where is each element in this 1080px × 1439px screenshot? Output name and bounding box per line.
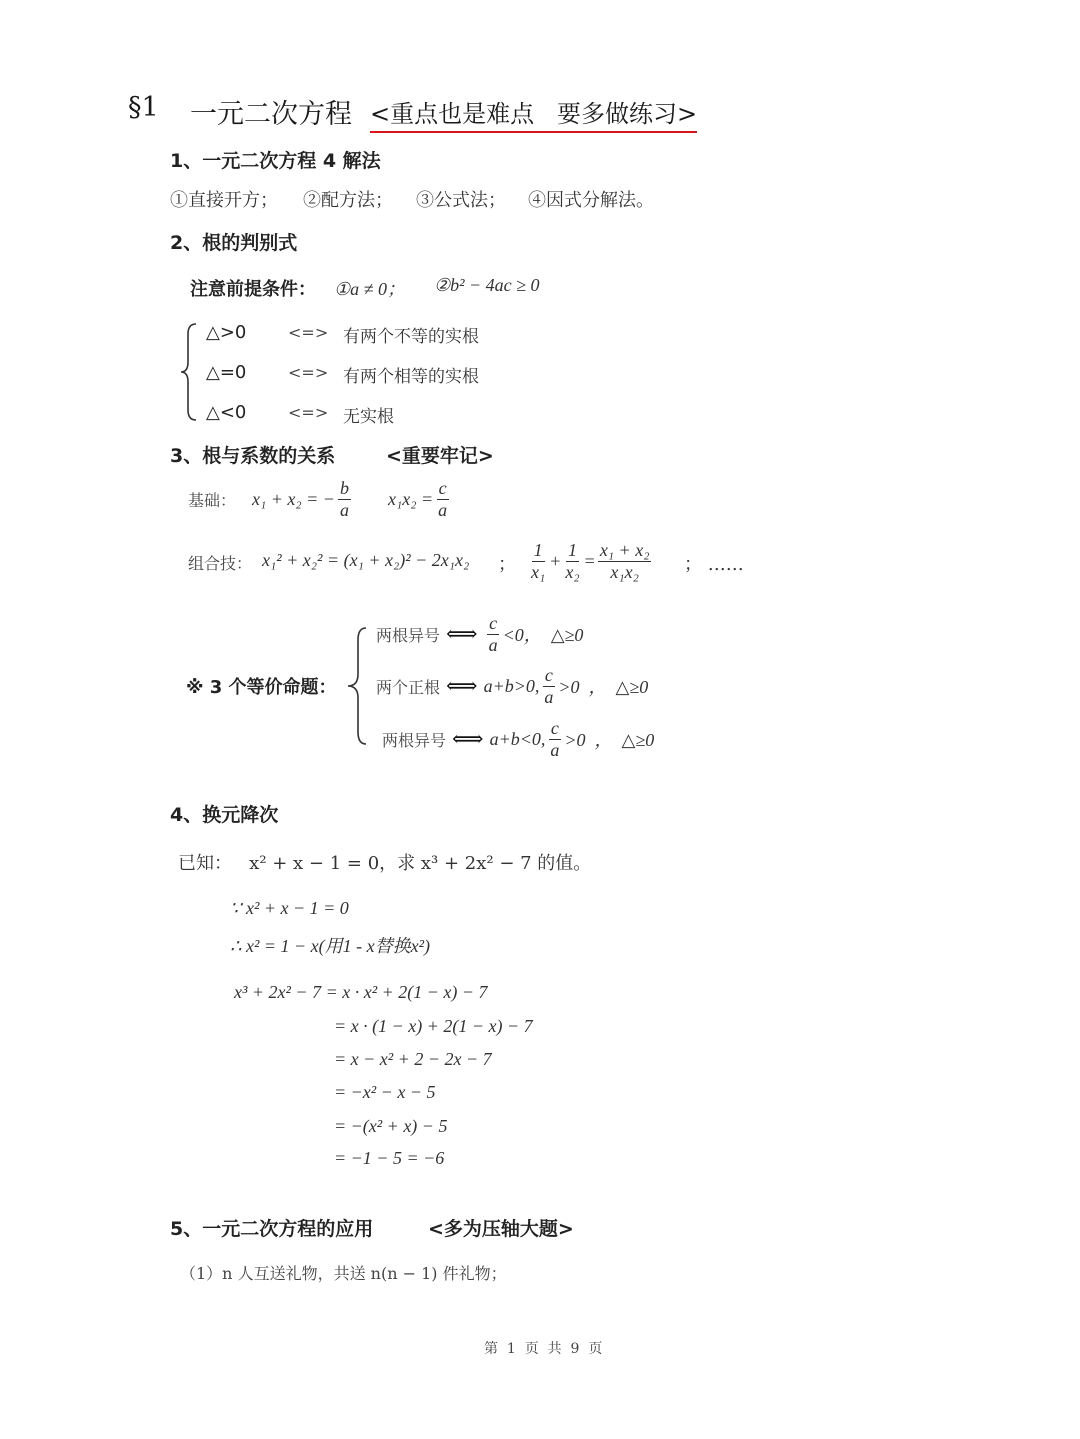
vieta-sum-den: a bbox=[339, 499, 349, 520]
case-gt-arrow: <=> bbox=[288, 323, 329, 342]
therefore-line: ∴ x² = 1 − x(用1 - x替换x²) bbox=[230, 936, 430, 956]
equiv-row-2 bbox=[376, 662, 648, 710]
vieta-prod-lhs: x₁x₂ = bbox=[388, 488, 434, 509]
combo-eq: = bbox=[584, 550, 595, 571]
method-4: ④因式分解法。 bbox=[528, 190, 654, 211]
left-brace-icon bbox=[344, 626, 370, 746]
equiv-1-text: 两根异号 bbox=[376, 625, 441, 645]
equiv-3-post: >0 ， △≥0 bbox=[564, 730, 655, 750]
combo-num-3: x₁ + x₂ bbox=[599, 539, 650, 560]
heading-applications-text: 5、一元二次方程的应用 bbox=[170, 1218, 374, 1240]
combo-identity-2 bbox=[526, 538, 654, 584]
equiv-3-num: c bbox=[550, 717, 559, 738]
equiv-2-text: 两个正根 bbox=[376, 677, 441, 697]
equiv-2-pre: a+b>0, bbox=[483, 675, 540, 696]
premise-1: ①a ≠ 0； bbox=[334, 279, 406, 299]
combo-label: 组合技： bbox=[188, 554, 253, 573]
case-eq-cond: △=0 bbox=[206, 362, 247, 383]
page-footer: 第 1 页 共 9 页 bbox=[484, 1341, 603, 1357]
combo-ellipsis: ； …… bbox=[684, 554, 744, 575]
double-arrow-icon: ⟺ bbox=[452, 726, 484, 752]
derivation-step-4: = −x² − x − 5 bbox=[334, 1082, 436, 1102]
premise-label: 注意前提条件： bbox=[190, 279, 316, 300]
equiv-2-post: >0 ， △≥0 bbox=[558, 677, 649, 697]
case-lt-arrow: <=> bbox=[288, 403, 329, 422]
known-statement: 已知： x² + x − 1 = 0，求 x³ + 2x² − 7 的值。 bbox=[178, 853, 592, 874]
case-lt-cond: △<0 bbox=[206, 402, 247, 423]
vieta-sum-num: b bbox=[339, 477, 349, 498]
method-1: ①直接开方； bbox=[170, 190, 278, 211]
combo-num-1: 1 bbox=[533, 539, 543, 560]
equiv-3-den: a bbox=[550, 739, 560, 760]
section-title: 一元二次方程 bbox=[190, 99, 352, 130]
section-number: §1 bbox=[128, 92, 159, 123]
applications-emphasis: <多为压轴大题> bbox=[428, 1218, 574, 1240]
combo-den-2: x₂ bbox=[565, 561, 580, 582]
basis-label: 基础： bbox=[188, 491, 237, 510]
combo-den-3: x₁x₂ bbox=[610, 561, 639, 582]
because-line: ∵ x² + x − 1 = 0 bbox=[230, 898, 349, 918]
equiv-label: ※ 3 个等价命题： bbox=[186, 677, 337, 698]
left-brace-icon bbox=[178, 322, 202, 422]
method-3: ③公式法； bbox=[416, 190, 506, 211]
derivation-step-1: x³ + 2x² − 7 = x · x² + 2(1 − x) − 7 bbox=[234, 982, 488, 1002]
vieta-sum-lhs: x₁ + x₂ = − bbox=[252, 488, 335, 509]
double-arrow-icon: ⟺ bbox=[446, 621, 478, 647]
heading-substitution: 4、换元降次 bbox=[170, 804, 279, 826]
section-emphasis: <重点也是难点 要多做练习> bbox=[370, 94, 697, 133]
case-gt-cond: △>0 bbox=[206, 322, 247, 343]
equiv-1-post: <0， △≥0 bbox=[502, 625, 584, 645]
heading-discriminant: 2、根的判别式 bbox=[170, 232, 298, 254]
case-eq-result: 有两个相等的实根 bbox=[343, 367, 479, 387]
equiv-row-3 bbox=[382, 715, 654, 763]
case-lt-result: 无实根 bbox=[343, 407, 394, 427]
equiv-1-num: c bbox=[489, 612, 498, 633]
derivation-step-3: = x − x² + 2 − 2x − 7 bbox=[334, 1049, 492, 1069]
equiv-3-pre: a+b<0, bbox=[489, 728, 546, 749]
vieta-emphasis: <重要牢记> bbox=[386, 445, 494, 467]
combo-den-1: x₁ bbox=[531, 561, 546, 582]
heading-applications bbox=[170, 1214, 373, 1241]
derivation-step-6: = −1 − 5 = −6 bbox=[334, 1148, 445, 1168]
equiv-1-den: a bbox=[488, 634, 498, 655]
equiv-3-text: 两根异号 bbox=[382, 730, 447, 750]
combo-separator: ； bbox=[498, 554, 516, 575]
double-arrow-icon: ⟺ bbox=[446, 673, 478, 699]
equiv-2-num: c bbox=[544, 664, 553, 685]
case-eq-arrow: <=> bbox=[288, 363, 329, 382]
equiv-row-1 bbox=[376, 610, 583, 658]
heading-solving-methods: 1、一元二次方程 4 解法 bbox=[170, 150, 381, 172]
method-2: ②配方法； bbox=[303, 190, 393, 211]
heading-vieta: 3、根与系数的关系 bbox=[170, 445, 336, 467]
case-gt-result: 有两个不等的实根 bbox=[343, 327, 479, 347]
combo-identity-1: x₁² + x₂² = (x₁ + x₂)² − 2x₁x₂ bbox=[262, 550, 470, 570]
combo-plus: + bbox=[550, 550, 561, 571]
premise-2: ②b² − 4ac ≥ 0 bbox=[434, 275, 540, 295]
vieta-sum bbox=[252, 476, 354, 522]
vieta-product bbox=[388, 476, 452, 522]
derivation-step-2: = x · (1 − x) + 2(1 − x) − 7 bbox=[334, 1016, 533, 1036]
derivation-step-5: = −(x² + x) − 5 bbox=[334, 1116, 448, 1136]
vieta-prod-num: c bbox=[438, 477, 447, 498]
application-item-1: （1）n 人互送礼物，共送 n(n − 1) 件礼物； bbox=[180, 1264, 507, 1283]
vieta-prod-den: a bbox=[438, 499, 448, 520]
combo-num-2: 1 bbox=[568, 539, 578, 560]
equiv-2-den: a bbox=[544, 686, 554, 707]
